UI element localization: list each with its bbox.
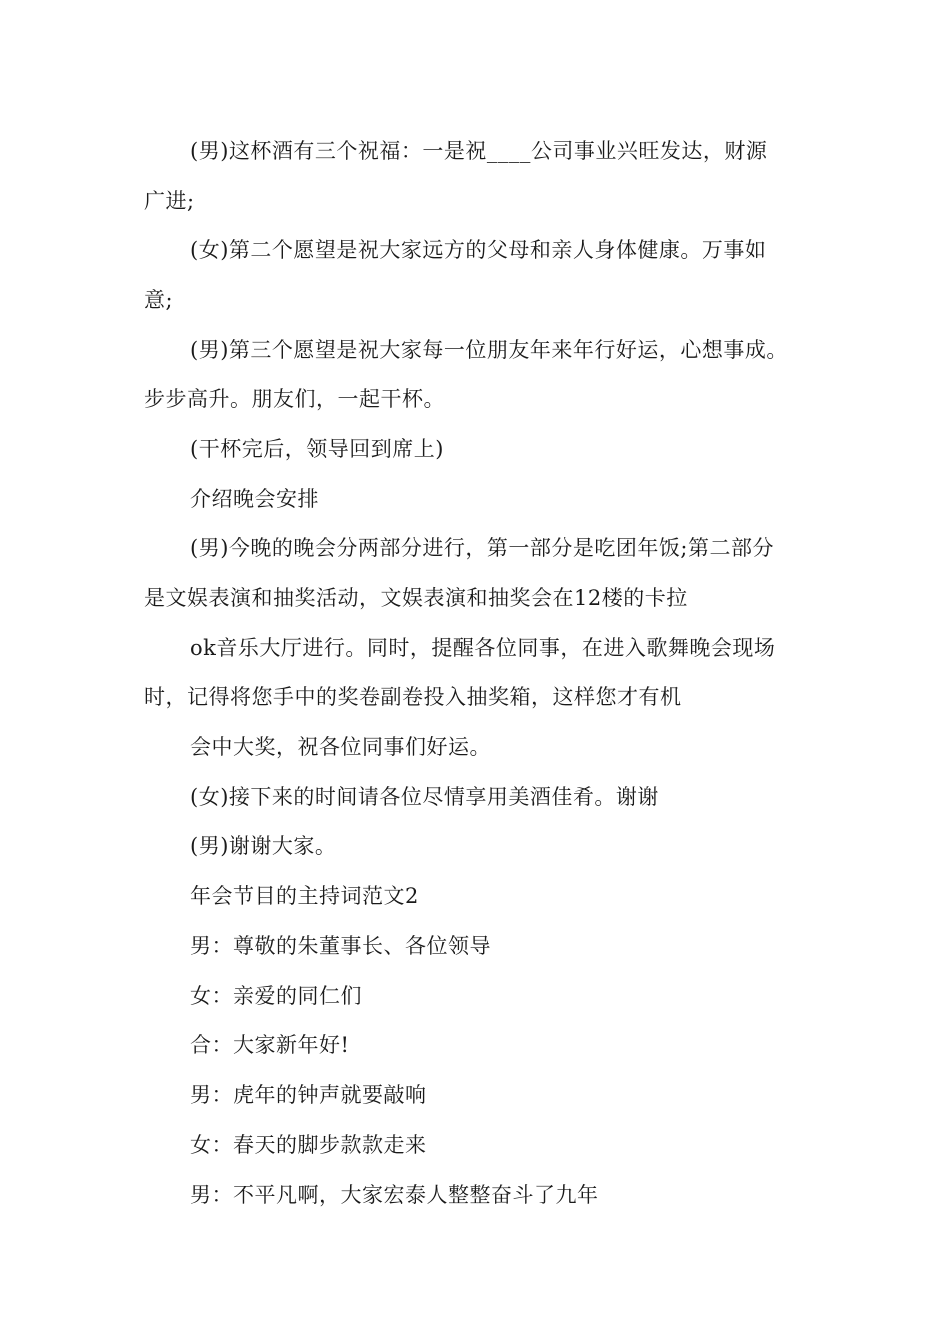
text-line: (女)第二个愿望是祝大家远方的父母和亲人身体健康。万事如 [190, 238, 767, 262]
text-line: (女)接下来的时间请各位尽情享用美酒佳肴。谢谢 [190, 785, 659, 809]
text-line: (男)这杯酒有三个祝福：一是祝____公司事业兴旺发达，财源 [190, 139, 768, 163]
text-line: 男：不平凡啊，大家宏泰人整整奋斗了九年 [190, 1183, 599, 1207]
section-heading: 年会节目的主持词范文2 [190, 884, 419, 908]
text-line: 广进; [144, 189, 195, 213]
text-line: 男：虎年的钟声就要敲响 [190, 1083, 427, 1107]
text-line: 时，记得将您手中的奖卷副卷投入抽奖箱，这样您才有机 [144, 685, 682, 709]
text-line: (干杯完后，领导回到席上) [190, 437, 444, 461]
text-line: (男)谢谢大家。 [190, 834, 337, 858]
text-line: 女：春天的脚步款款走来 [190, 1133, 427, 1157]
text-line: ok音乐大厅进行。同时，提醒各位同事，在进入歌舞晚会现场 [190, 636, 776, 660]
text-line: 步步高升。朋友们，一起干杯。 [144, 387, 445, 411]
text-line: (男)今晚的晚会分两部分进行，第一部分是吃团年饭;第二部分 [190, 536, 774, 560]
text-line: 合：大家新年好! [190, 1033, 350, 1057]
text-line: (男)第三个愿望是祝大家每一位朋友年来年行好运，心想事成。 [190, 338, 788, 362]
text-line: 是文娱表演和抽奖活动，文娱表演和抽奖会在12楼的卡拉 [144, 586, 688, 610]
section-heading: 介绍晚会安排 [190, 487, 319, 511]
text-line: 意; [144, 288, 174, 312]
text-line: 男：尊敬的朱董事长、各位领导 [190, 934, 491, 958]
text-line: 女：亲爱的同仁们 [190, 984, 362, 1008]
text-line: 会中大奖，祝各位同事们好运。 [190, 735, 491, 759]
